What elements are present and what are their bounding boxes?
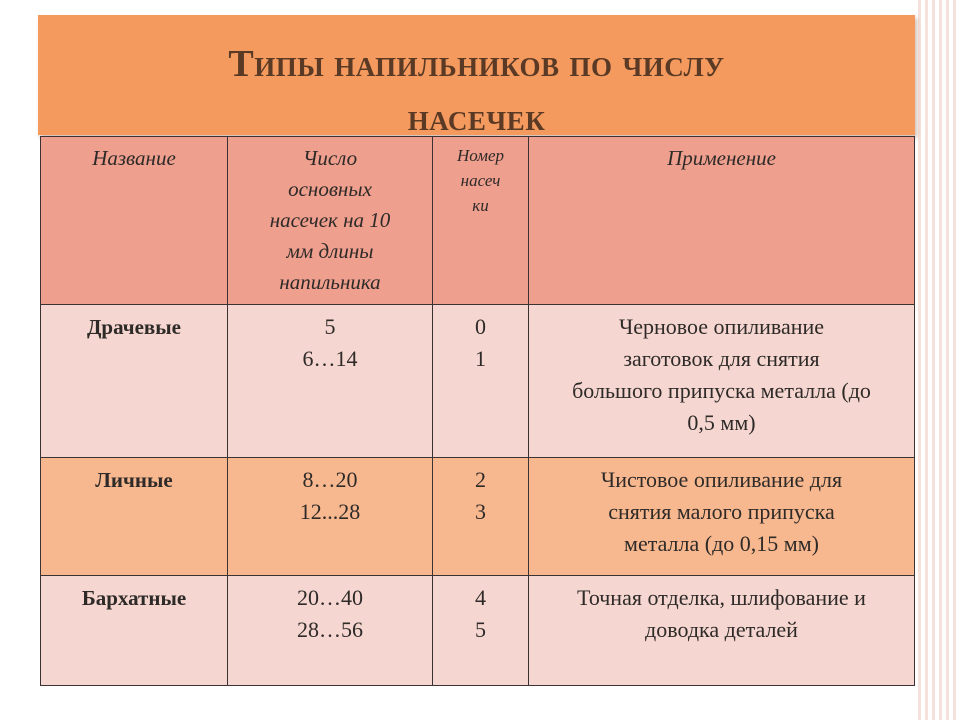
row-numbers	[433, 305, 529, 457]
count-value: 5	[324, 314, 336, 340]
use-line: 0,5 мм)	[687, 410, 756, 436]
table-row	[41, 575, 915, 685]
use-line: Точная отделка, шлифование и	[577, 584, 866, 610]
count-value: 6…14	[302, 346, 358, 372]
title-line-2: насечек	[407, 97, 546, 139]
row-numbers	[433, 457, 529, 575]
decorative-side-stripe	[918, 0, 960, 720]
number-value: 0	[475, 314, 486, 340]
row-use	[529, 575, 915, 685]
use-line: большого припуска металла (до	[572, 378, 871, 404]
number-value: 3	[475, 498, 486, 524]
header-count-line: мм длины	[286, 239, 374, 263]
slide-title	[38, 37, 915, 145]
use-line: снятия малого припуска	[608, 498, 835, 524]
use-line: Чистовое опиливание для	[600, 466, 843, 492]
row-name: Драчевые	[41, 305, 228, 457]
use-line: заготовок для снятия	[623, 346, 820, 372]
header-count-line: напильника	[279, 270, 381, 294]
header-count-line: основных	[288, 177, 372, 201]
header-name: Название	[41, 137, 228, 305]
row-counts	[228, 305, 433, 457]
row-counts	[228, 575, 433, 685]
number-value: 1	[475, 346, 486, 372]
row-counts	[228, 457, 433, 575]
table-row	[41, 305, 915, 457]
number-value: 2	[475, 466, 486, 492]
title-banner	[38, 15, 915, 139]
row-name: Бархатные	[41, 575, 228, 685]
number-value: 5	[475, 616, 486, 642]
table-row	[41, 457, 915, 575]
header-row	[41, 137, 915, 305]
use-line: доводка деталей	[645, 616, 798, 642]
header-count	[228, 137, 433, 305]
file-types-table	[40, 136, 915, 686]
header-use: Применение	[529, 137, 915, 305]
count-value: 28…56	[297, 616, 363, 642]
count-value: 8…20	[302, 466, 358, 492]
row-use	[529, 305, 915, 457]
header-count-line: насечек на 10	[269, 208, 391, 232]
header-number-line: ки	[472, 196, 489, 215]
use-line: металла (до 0,15 мм)	[624, 530, 819, 556]
count-value: 12...28	[299, 498, 361, 524]
number-value: 4	[475, 584, 486, 610]
title-line-1: Типы напильников по числу	[228, 43, 725, 85]
row-numbers	[433, 575, 529, 685]
files-table-container	[40, 136, 914, 686]
header-number-line: насеч	[460, 171, 501, 190]
row-name: Личные	[41, 457, 228, 575]
header-number-line: Номер	[456, 146, 505, 165]
row-use	[529, 457, 915, 575]
header-count-line: Число	[302, 146, 358, 170]
use-line: Черновое опиливание	[618, 314, 825, 340]
count-value: 20…40	[297, 584, 363, 610]
header-number	[433, 137, 529, 305]
